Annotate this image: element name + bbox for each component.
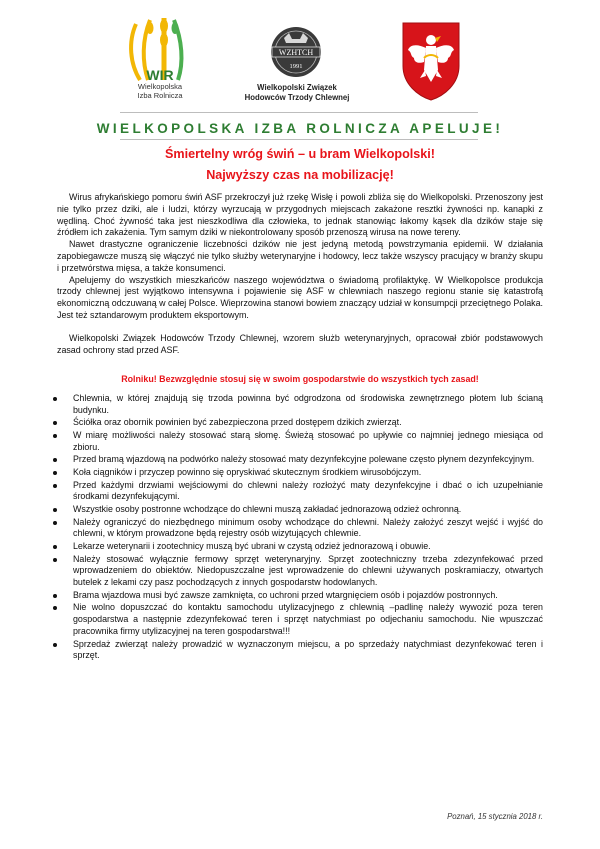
bullet-icon <box>53 471 57 475</box>
divider-top <box>120 112 478 113</box>
list-item <box>53 467 543 479</box>
rules-heading: Rolniku! Bezwzględnie stosuj się w swoim gospodarstwie do wszystkich tych zasad! <box>121 374 479 384</box>
list-item-text: Brama wjazdowa musi być zawsze zamknięta, co uchroni przed wtargnięciem osób i pojazdów postronnych. <box>73 589 498 600</box>
list-item <box>53 602 543 637</box>
body-paragraphs <box>57 192 543 356</box>
list-item-text: Chlewnia, w której znajdują się trzoda powinna być odgrodzona od środowiska zewnętrznego płotem lub ścianą budynku. <box>73 393 543 415</box>
list-item <box>53 417 543 429</box>
bullet-icon <box>53 458 57 462</box>
list-item <box>53 590 543 602</box>
subtitle-line2: Najwyższy czas na mobilizację! <box>206 168 394 182</box>
date-signature: Poznań, 15 stycznia 2018 r. <box>447 812 543 821</box>
paragraph: Wirus afrykańskiego pomoru świń ASF przekroczył już rzekę Wisłę i powoli zbliża się do Wielkopolski. Przenoszony jest nie tylko przez dziki, ale i ludzi, którzy wyrzucają w przygodnych miejscach zakażone resztki żywności np. kanapki z wędliną. Choć żywność taka jest nieszkodliwa dla człowieka, to jednak stanowiąc łakomy kąsek dla dzików staje się źródłem ich zakażenia. Tym samym dziki w niekontrolowany sposób przenoszą wirusa na nowe tereny. <box>57 192 543 238</box>
paragraph: Nawet drastyczne ograniczenie liczebności dzików nie jest jedyną metodą powstrzymania epidemii. W działania zapobiegawcze muszą się włączyć nie tylko służby weterynaryjne i hodowcy, lecz także wszyscy pracujący w branży skupu i przetwórstwa mięsa, a także konsumenci. <box>57 239 543 273</box>
list-item-text: Lekarze weterynarii i zootechnicy muszą być ubrani w czystą odzież jednorazową i obuwie. <box>73 540 431 551</box>
list-item-text: Sprzedaż zwierząt należy prowadzić w wyznaczonym miejscu, a po sprzedaży natychmiast dezynfekować teren i sprzęt. <box>73 638 543 661</box>
list-item-text: Należy ograniczyć do niezbędnego minimum osoby wchodzące do chlewni. Należy założyć zeszyt wejść i wyjść do chlewni, w którym prowadzone będą rejestry osób wizytujących chlewnie. <box>73 516 543 539</box>
bullet-icon <box>53 594 57 598</box>
wir-caption-line1: Wielkopolska <box>137 82 183 91</box>
bullet-icon <box>53 558 57 562</box>
list-item-text: Nie wolno dopuszczać do kontaktu samochodu utylizacyjnego z chlewnią –padlinę należy wywozić poza teren gospodarstwa a następnie zdezynfekować teren i sprzęt natychmiast po odjechaniu samochodu. Nie wpuszczać pracownika firmy utylizacyjnej na teren gospodarstwa!!! <box>73 602 543 636</box>
bullet-icon <box>53 508 57 512</box>
wzhtch-caption-line1: Wielkopolski Związek <box>257 83 337 92</box>
list-item-text: Koła ciągników i przyczep powinno się opryskiwać skutecznym środkiem wirusobójczym. <box>73 466 422 477</box>
wzhtch-emblem <box>262 26 330 78</box>
wir-caption-line2: Izba Rolnicza <box>137 91 183 100</box>
list-item <box>53 517 543 541</box>
bullet-icon <box>53 397 57 401</box>
bullet-icon <box>53 545 57 549</box>
letterhead <box>0 0 600 115</box>
paragraph: Apelujemy do wszystkich mieszkańców naszego województwa o świadomą profilaktykę. W Wielkopolsce produkcja trzody chlewnej jest wyjątkowo intensywna i pojawienie się ASF w chlewniach naszego regionu stanie się katastrofą ekonomiczną odczuwaną w całej Polsce. Wieprzowina stanowi bowiem znaczący udział w konsumpcji przeciętnego Polaka. Jest też sztandarowym produktem eksportowym. <box>57 274 543 320</box>
bullet-icon <box>53 434 57 438</box>
list-item <box>53 504 543 516</box>
eagle-icon <box>400 20 462 102</box>
rules-list <box>53 393 543 663</box>
list-item <box>53 541 543 553</box>
wir-caption <box>112 82 208 100</box>
bullet-icon <box>53 484 57 488</box>
list-item <box>53 639 543 663</box>
list-item-text: Należy stosować wyłącznie fermowy sprzęt weterynaryjny. Sprzęt zootechniczny trzeba zdezynfekować przed wprowadzeniem do obiektów. Niedopuszczalne jest wprowadzenie do chlewni używanych poskramiaczy, otwartych butelek z lekami czy pasz pochodzących z innych gospodarstw hodowlanych. <box>73 553 543 588</box>
bullet-icon <box>53 643 57 647</box>
divider-title <box>120 139 478 140</box>
list-item-text: Przed bramą wjazdową na podwórko należy stosować maty dezynfekcyjne polewane często płynem dezynfekcyjnym. <box>73 454 535 465</box>
wzhtch-caption-line2: Hodowców Trzody Chlewnej <box>244 93 350 102</box>
paragraph: Wielkopolski Związek Hodowców Trzody Chlewnej, wzorem służb weterynaryjnych, opracował zbiór podstawowych zasad ochrony stad przed ASF. <box>57 332 543 355</box>
list-item <box>53 430 543 454</box>
list-item <box>53 393 543 417</box>
bullet-icon <box>53 606 57 610</box>
list-item-text: Przed każdymi drzwiami wejściowymi do chlewni należy rozłożyć maty dezynfekcyjne i dbać o ich uzupełnianie środkami dezynfekującymi. <box>73 479 543 502</box>
bullet-icon <box>53 421 57 425</box>
list-item-text: Wszystkie osoby postronne wchodzące do chlewni muszą zakładać jednorazową odzież ochronną. <box>73 503 462 514</box>
wzhtch-caption <box>222 83 372 103</box>
wzhtch-emblem-year: 1991 <box>289 63 303 70</box>
list-item <box>53 454 543 466</box>
bullet-icon <box>53 521 57 525</box>
page-title: WIELKOPOLSKA IZBA ROLNICZA APELUJE! <box>96 121 504 136</box>
wzhtch-emblem-text: WZHTCH <box>278 48 314 57</box>
list-item <box>53 480 543 504</box>
subtitle-line1: Śmiertelny wróg świń – u bram Wielkopolski! <box>164 147 435 161</box>
list-item <box>53 554 543 589</box>
wir-monogram: WIR <box>146 67 174 83</box>
list-item-text: Ściółka oraz obornik powinien być zabezpieczona przed dostępem dzikich zwierząt. <box>73 417 402 428</box>
list-item-text: W miarę możliwości należy stosować starą słomę. Świeżą stosować po upływie co najmniej jednego miesiąca od zbioru. <box>73 429 543 452</box>
